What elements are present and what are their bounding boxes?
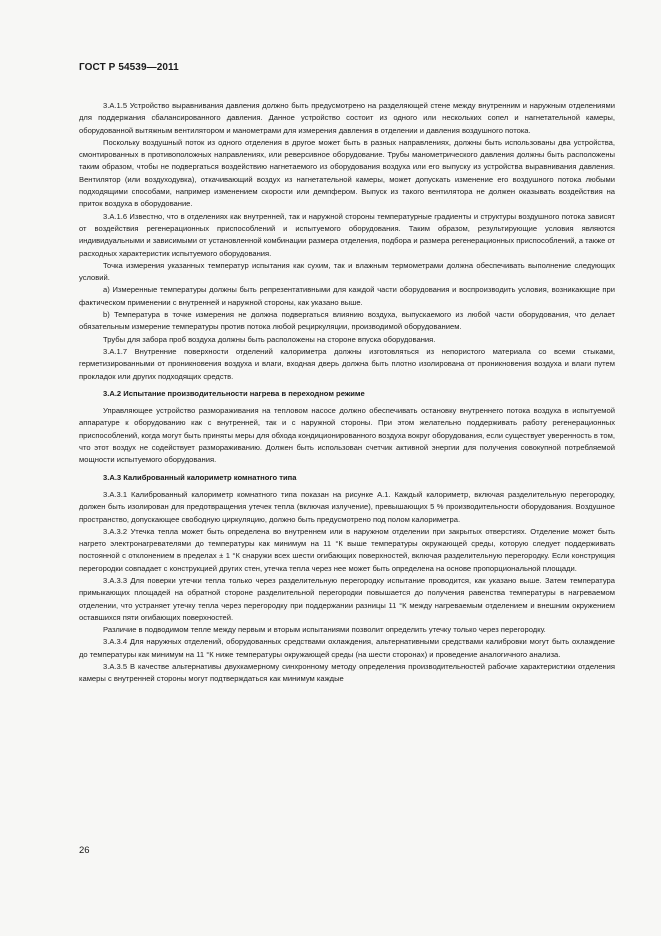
- section-heading: 3.А.2 Испытание производительности нагрева в переходном режиме: [103, 388, 365, 398]
- paragraph: 3.А.1.6 Известно, что в отделениях как внутренней, так и наружной стороны температурные градиенты и структуры воздушного потока зависят от воздействия регенерационных приспособлений и испытуемого оборудования. Таким образом, результирующие условия являются индивидуальными и зависимыми от установленной комбинации размера отделения, подбора и размера регенерационных приспособлений, а также от расходных характеристик испытуемого оборудования.: [79, 211, 615, 258]
- paragraph: 3.А.3.1 Калиброванный калориметр комнатного типа показан на рисунке А.1. Каждый калориметр, включая разделительную перегородку, должен быть изолирован для предотвращения утечек тепла (включая излучение), превышающих 5 % производительности оборудования. Воздушное пространство, допускающее свободную циркуляцию, должно быть предусмотрено под полом калориметра.: [79, 489, 615, 524]
- paragraph: Поскольку воздушный поток из одного отделения в другое может быть в разных направлениях, должны быть использованы два устройства, смонтированных в противоположных направлениях, или реверсивное оборудование. Трубы манометрического давления должны быть расположены таким образом, чтобы не подвергаться воздействию нагнетаемого из оборудования воздуха или его выпуску из устройства выравнивания давления. Вентилятор (или воздуходувка), откачивающий воздух из нагнетательной камеры, может допускать изменение его воздушного потока любыми подходящими способами, например изменением скорости или демпфером. Выпуск из такого вентилятора не должен оказывать воздействия на приток воздуха в оборудование.: [79, 137, 615, 209]
- paragraph: Различие в подводимом тепле между первым и вторым испытаниями позволит определить утечку только через перегородку.: [103, 625, 546, 635]
- page-body: [79, 100, 615, 686]
- standard-header: ГОСТ Р 54539—2011: [79, 62, 179, 73]
- list-item: а) Измеренные температуры должны быть репрезентативными для каждой части оборудования и воспроизводить условия, возникающие при фактическом применении с внутренней и наружной стороны, как указано выше.: [79, 285, 615, 307]
- paragraph: 3.А.3.4 Для наружных отделений, оборудованных средствами охлаждения, альтернативными средствами калибровки могут быть охлаждение до температуры как минимум на 11 °К ниже температуры окружающей среды (на шести сторонах) и проведение аналогичного анализа.: [79, 637, 615, 659]
- paragraph: Трубы для забора проб воздуха должны быть расположены на стороне впуска оборудования.: [103, 334, 436, 344]
- paragraph: 3.А.3.2 Утечка тепла может быть определена во внутреннем или в наружном отделении при закрытых отверстиях. Отделение может быть нагрето электронагревателями до температуры как минимум на 11 °К выше температуры окружающей среды, которую следует поддерживать постоянной с отклонением в пределах ± 1 °К снаружи всех шести огибающих поверхностей, включая разделительную перегородку. Если конструкция перегородки совпадает с конструкцией других стен, утечка тепла через нее может быть определена на основе пропорциональной площади.: [79, 526, 615, 573]
- paragraph: 3.А.1.7 Внутренние поверхности отделений калориметра должны изготовляться из непористого материала со всеми стыками, герметизированными от проникновения воздуха и влаги, входная дверь должна быть плотно изолирована от проникновения воздуха и влаги путем прокладок или других подходящих средств.: [79, 346, 615, 381]
- paragraph: 3.А.3.5 В качестве альтернативы двухкамерному синхронному методу определения производительностей рабочие характеристики отделения камеры с внутренней стороны могут подтверждаться как минимум каждые: [79, 662, 615, 684]
- list-item: b) Температура в точке измерения не должна подвергаться влиянию воздуха, выпускаемого из любой части оборудования, что делает обязательным измерение температуры против потока любой рециркуляции, производимой оборудованием.: [79, 310, 615, 332]
- paragraph: Точка измерения указанных температур испытания как сухим, так и влажным термометрами должна обеспечивать выполнение следующих условий.: [79, 260, 615, 283]
- paragraph: Управляющее устройство размораживания на тепловом насосе должно обеспечивать остановку внутреннего потока воздуха в испытуемой аппаратуре к оборудованию как с внутренней, так и с наружной стороны. При этом желательно поддерживать работу регенерационных приспособлений, когда могут быть приняты меры для обхода кондиционированного воздуха вокруг оборудования, если существует уверенность в том, что этот воздух не содействует размораживанию. Должен быть использован счетчик активной энергии для получения совокупной потребляемой мощности испытуемого оборудования.: [79, 406, 615, 465]
- section-heading: 3.А.3 Калиброванный калориметр комнатного типа: [103, 472, 297, 482]
- paragraph: 3.А.1.5 Устройство выравнивания давления должно быть предусмотрено на разделяющей стене между внутренним и наружным отделениями для поддержания сбалансированного давления. Данное устройство состоит из одного или нескольких сопел и нагнетательной камеры, оборудованной вытяжным вентилятором и манометрами для измерения давления в отделении и давления воздушного потока.: [79, 101, 615, 135]
- paragraph: 3.А.3.3 Для поверки утечки тепла только через разделительную перегородку испытание проводится, как указано выше. Затем температура примыкающих площадей на обратной стороне разделительной перегородки повышается до получения равенства температуры в нагреваемом отделении, что устраняет утечку тепла через перегородку при поддержании разницы 11 °К между нагреваемым отделением и внешним окружением оставшихся пяти огибающих поверхностей.: [79, 575, 615, 622]
- page-number: 26: [79, 845, 90, 856]
